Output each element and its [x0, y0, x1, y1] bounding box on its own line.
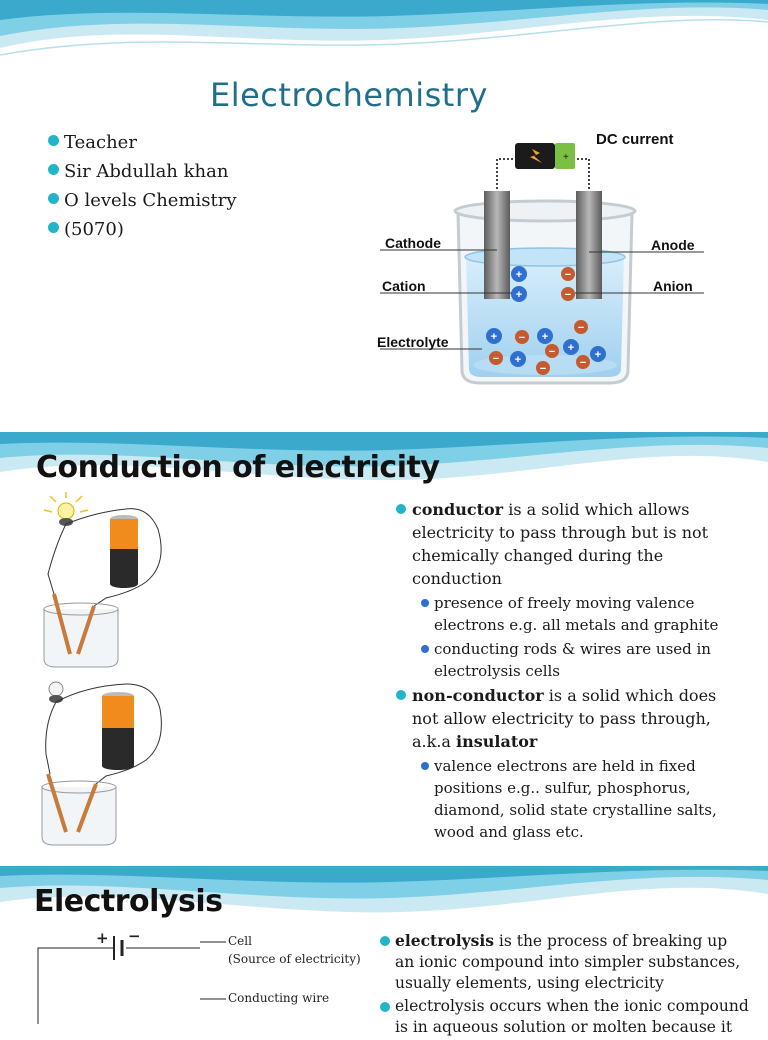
svg-text:−: − [492, 353, 500, 365]
slide-conduction [0, 432, 768, 856]
cell-label: Cell [228, 934, 252, 948]
list-item: conducting rods & wires are used in electrolysis cells [395, 638, 745, 682]
anion-icon [545, 344, 559, 358]
svg-text:−: − [539, 363, 547, 375]
bullet-dot-icon [421, 762, 429, 770]
list-item: conductor is a solid which allows electricity to pass through but is not chemically changed during the conduction [395, 498, 745, 590]
slide-title: Electrolysis [34, 884, 223, 919]
list-item: Teacher [48, 128, 237, 157]
cell-sublabel: (Source of electricity) [228, 952, 361, 966]
svg-text:+: + [515, 269, 523, 281]
svg-text:−: − [577, 322, 585, 334]
battery-icon [515, 143, 555, 169]
negative-terminal: − [128, 927, 141, 945]
cation-icon [511, 286, 527, 302]
list-item: non-conductor is a solid which does not allow electricity to pass through, a.k.a insulator [395, 684, 745, 753]
bullet-dot-icon [380, 936, 390, 946]
svg-text:−: − [548, 346, 556, 358]
svg-text:+: + [514, 354, 522, 366]
conduction-bullet-list [395, 498, 745, 845]
cation-icon [511, 266, 527, 282]
cation-icon [563, 339, 579, 355]
electrolysis-bullet-list [380, 930, 750, 1040]
battery-icon [102, 692, 134, 770]
svg-text:+: + [515, 289, 523, 301]
bullet-dot-icon [396, 504, 406, 514]
anion-icon [536, 361, 550, 375]
list-item: electrolysis is the process of breaking up an ionic compound into simpler substances, usually elements, using electricity [380, 930, 750, 994]
bullet-dot-icon [380, 1002, 390, 1012]
bullet-dot-icon [48, 222, 59, 233]
svg-text:+: + [567, 342, 575, 354]
svg-text:+: + [490, 331, 498, 343]
svg-text:+: + [563, 152, 569, 163]
list-item: O levels Chemistry [48, 186, 237, 215]
wire-label: Conducting wire [228, 991, 330, 1005]
bullet-dot-icon [421, 599, 429, 607]
anion-icon [561, 287, 575, 301]
lit-bulb-icon [44, 492, 88, 526]
anion-icon [489, 351, 503, 365]
intro-bullet-list [48, 128, 237, 244]
bullet-dot-icon [48, 135, 59, 146]
bullet-dot-icon [48, 193, 59, 204]
list-item: presence of freely moving valence electrons e.g. all metals and graphite [395, 592, 745, 636]
slide-title: Electrochemistry [210, 76, 488, 114]
svg-text:+: + [541, 331, 549, 343]
cathode-label: Cathode [385, 235, 441, 251]
nonconductor-circuit-illustration [36, 674, 176, 849]
anion-icon [576, 355, 590, 369]
cation-icon [537, 328, 553, 344]
positive-terminal: + [96, 929, 109, 947]
list-item: valence electrons are held in fixed positions e.g.. sulfur, phosphorus, diamond, solid state crystalline salts, wood and glass etc. [395, 755, 745, 843]
cation-icon [486, 328, 502, 344]
list-item: electrolysis occurs when the ionic compound is in aqueous solution or molten because it [380, 996, 750, 1038]
list-item: (5070) [48, 215, 237, 244]
slide-gap [0, 420, 768, 432]
svg-text:−: − [518, 332, 526, 344]
anode-rod [576, 191, 602, 299]
cation-icon [510, 351, 526, 367]
bullet-dot-icon [421, 645, 429, 653]
cation-icon [590, 346, 606, 362]
conductor-circuit-illustration [36, 494, 176, 669]
slide-electrolysis [0, 866, 768, 1036]
cation-label: Cation [382, 278, 426, 294]
slide-title: Conduction of electricity [36, 450, 440, 485]
anion-icon [561, 267, 575, 281]
bullet-dot-icon [48, 164, 59, 175]
anode-label: Anode [651, 237, 695, 253]
anion-icon [515, 330, 529, 344]
slide-gap [0, 856, 768, 866]
battery-icon [110, 515, 138, 588]
svg-text:−: − [564, 269, 572, 281]
list-item: Sir Abdullah khan [48, 157, 237, 186]
anion-icon [574, 320, 588, 334]
svg-text:+: + [594, 349, 602, 361]
slide-electrochemistry [0, 0, 768, 420]
header-wave [0, 0, 768, 70]
cathode-rod [484, 191, 510, 299]
bullet-dot-icon [396, 690, 406, 700]
electrolytic-cell-diagram [370, 125, 710, 395]
svg-text:−: − [564, 289, 572, 301]
anion-label: Anion [653, 278, 693, 294]
svg-text:−: − [579, 357, 587, 369]
electrolyte-label: Electrolyte [377, 334, 449, 350]
dc-current-label: DC current [596, 131, 674, 148]
